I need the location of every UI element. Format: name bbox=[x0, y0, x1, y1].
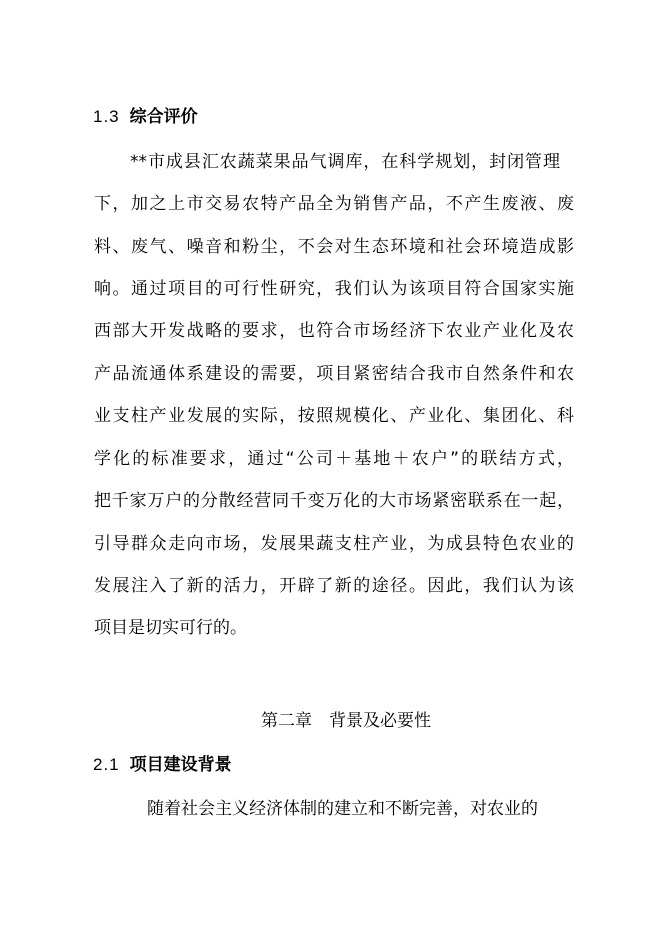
paragraph-line: 发展注入了新的活力，开辟了新的途径。因此，我们认为该 bbox=[94, 576, 574, 596]
section-heading-2-1 bbox=[93, 754, 232, 776]
section-title: 项目建设背景 bbox=[129, 755, 232, 775]
paragraph-line: 随着社会主义经济体制的建立和不断完善，对农业的 bbox=[147, 799, 538, 819]
paragraph-line: 下，加之上市交易农特产品全为销售产品，不产生废液、废 bbox=[94, 194, 574, 214]
paragraph-line: 料、废气、噪音和粉尘，不会对生态环境和社会环境造成影 bbox=[94, 237, 574, 257]
paragraph-line: **市成县汇农蔬菜果品气调库，在科学规划，封闭管理 bbox=[130, 152, 560, 172]
section-number: 2.1 bbox=[93, 755, 120, 774]
paragraph-line: 产品流通体系建设的需要，项目紧密结合我市自然条件和农 bbox=[94, 364, 574, 384]
paragraph-line: 把千家万户的分散经营同千变万化的大市场紧密联系在一起， bbox=[94, 491, 574, 511]
paragraph-line: 响。通过项目的可行性研究，我们认为该项目符合国家实施 bbox=[94, 279, 574, 299]
paragraph-line: 学化的标准要求，通过“公司＋基地＋农户”的联结方式， bbox=[94, 449, 574, 469]
chapter-title: 第二章 背景及必要性 bbox=[261, 711, 431, 731]
section-title: 综合评价 bbox=[129, 107, 198, 127]
section-number: 1.3 bbox=[93, 107, 120, 126]
paragraph-line: 引导群众走向市场，发展果蔬支柱产业，为成县特色农业的 bbox=[94, 534, 574, 554]
paragraph-line: 西部大开发战略的要求，也符合市场经济下农业产业化及农 bbox=[94, 321, 574, 341]
paragraph-line: 项目是切实可行的。 bbox=[94, 618, 247, 638]
section-heading-1-3 bbox=[93, 106, 198, 128]
paragraph-line: 业支柱产业发展的实际，按照规模化、产业化、集团化、科 bbox=[94, 406, 574, 426]
